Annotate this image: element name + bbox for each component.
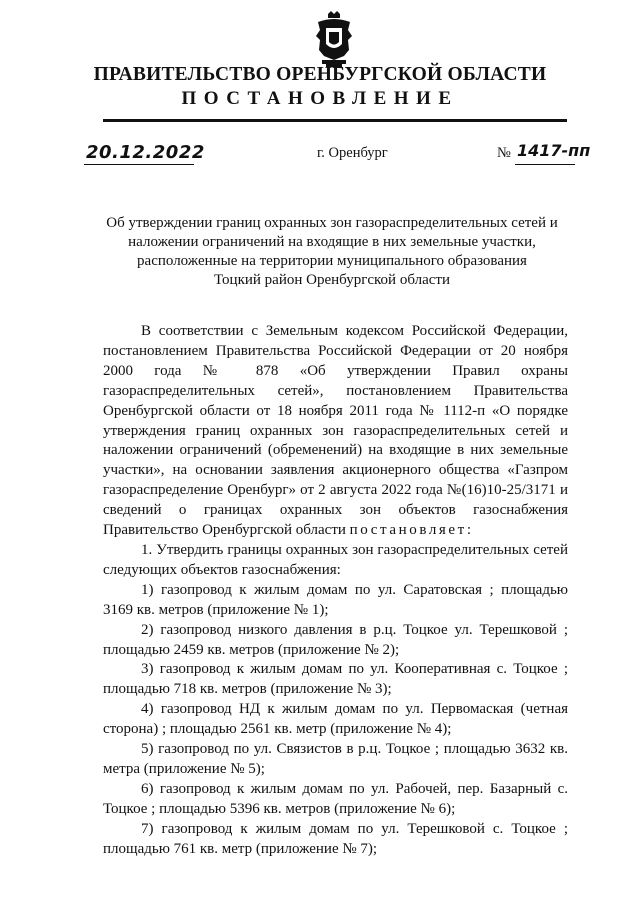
- heading-line: наложении ограничений на входящие в них земельные участки,: [128, 234, 536, 250]
- list-item: 1) газопровод к жилым домам по ул. Саратовская ; площадью 3169 кв. метров (приложение № 1);: [103, 581, 568, 618]
- heading-line: расположенные на территории муниципального образования: [137, 253, 527, 269]
- header-divider: [103, 119, 567, 122]
- document-city: г. Оренбург: [317, 145, 388, 161]
- list-item: 6) газопровод к жилым домам по ул. Рабочей, пер. Базарный с. Тоцкое ; площадью 5396 кв. метров (приложение № 6);: [103, 780, 568, 817]
- heading-line: Тоцкий район Оренбургской области: [214, 272, 450, 288]
- coat-of-arms-emblem: [312, 10, 356, 68]
- preamble-text: В соответствии с Земельным кодексом Российской Федерации, постановлением Правительства Российской Федерации от 20 ноября 2000 года № 878 «Об утверждении Правил охраны газораспределительных сетей», постановлением Правительства Оренбургской области от 18 ноября 2011 года № 1112-п «О порядке утверждения границ охранных зон газораспределительных сетей и наложении ограничений (обременений) на входящие в них земельные участки», на основании заявления акционерного общества «Газпром газораспределение Оренбург» от 2 августа 2022 года №(16)10-25/3171 и сведений о границах охранных зон объектов газоснабжения Правительство Оренбургской области: [103, 323, 568, 539]
- document-number: 1417-пп: [517, 141, 591, 160]
- document-heading: [100, 214, 564, 290]
- date-underline: [84, 164, 194, 165]
- resolves-word: постановляет:: [349, 522, 474, 539]
- preamble-paragraph: [103, 322, 568, 541]
- number-sign: №: [497, 145, 511, 161]
- clause-1: 1. Утвердить границы охранных зон газораспределительных сетей следующих объектов газоснабжения:: [103, 541, 568, 578]
- list-item: 4) газопровод НД к жилым домам по ул. Первомаская (четная сторона) ; площадью 2561 кв. метр (приложение № 4);: [103, 701, 568, 738]
- list-item: 7) газопровод к жилым домам по ул. Терешковой с. Тоцкое ; площадью 761 кв. метр (приложение № 7);: [103, 820, 568, 857]
- document-date: 20.12.2022: [86, 142, 205, 163]
- document-type-title: ПОСТАНОВЛЕНИЕ: [181, 88, 459, 109]
- list-item: 2) газопровод низкого давления в р.ц. Тоцкое ул. Терешковой ; площадью 2459 кв. метров (приложение № 2);: [103, 621, 568, 658]
- heading-line: Об утверждении границ охранных зон газораспределительных сетей и: [106, 215, 558, 231]
- document-body: [103, 322, 568, 859]
- government-title: ПРАВИТЕЛЬСТВО ОРЕНБУРГСКОЙ ОБЛАСТИ: [93, 64, 547, 85]
- list-item: 3) газопровод к жилым домам по ул. Кооперативная с. Тоцкое ; площадью 718 кв. метров (приложение № 3);: [103, 661, 568, 698]
- number-underline: [515, 164, 575, 165]
- list-item: 5) газопровод по ул. Связистов в р.ц. Тоцкое ; площадью 3632 кв. метра (приложение № 5);: [103, 741, 568, 777]
